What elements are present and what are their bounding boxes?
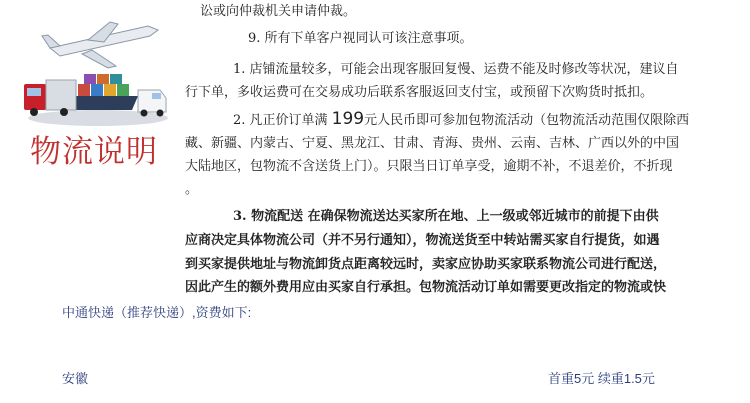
item-3-line-2: 应商决定具体物流公司（并不另行通知），物流送货至中转站需买家自行提货，如遇 — [185, 233, 660, 248]
item-2-text-b: 元人民币即可参加包物流活动（包物流活动范围仅限除西 — [364, 113, 690, 128]
item-3-line-3: 到买家提供地址与物流卸货点距离较远时，卖家应协助买家联系物流公司进行配送， — [185, 257, 667, 272]
item-2-amount: 199 — [331, 109, 365, 129]
item-2-line-2: 藏、新疆、内蒙古、宁夏、黑龙江、甘肃、青海、贵州、云南、吉林、广西以外的中国 — [185, 136, 680, 151]
item-2-line-3: 大陆地区，包物流不含送货上门）。只限当日订单享受，逾期不补，不退差价，不折现 — [185, 159, 673, 174]
item-1-line-1: 1. 店铺流量较多，可能会出现客服回复慢、运费不能及时修改等状况，建议自 — [233, 62, 679, 77]
van-icon — [138, 90, 166, 117]
shipping-heading: 中通快递（推荐快递）,资费如下: — [62, 305, 252, 320]
item-2-text-a: 2. 凡正价订单满 — [233, 113, 332, 128]
cargo-ship-icon — [70, 74, 138, 110]
airplane-icon — [42, 22, 158, 68]
item-3-line-4: 因此产生的额外费用应由买家自行承担。包物流活动订单如需要更改指定的物流或快 — [185, 280, 667, 295]
item-3-line-1: 3. 物流配送 在确保物流送达买家所在地、上一级或邻近城市的前提下由供 — [233, 209, 659, 224]
text-line-top: 讼或向仲裁机关申请仲裁。 — [200, 4, 357, 19]
shipping-region: 安徽 — [62, 371, 89, 386]
red-truck-icon — [24, 80, 76, 116]
logistics-title: 物流说明 — [30, 134, 158, 170]
item-2-line-4: 。 — [185, 182, 199, 197]
shipping-fee: 首重5元 续重1.5元 — [548, 371, 655, 386]
item-1-line-2: 行下单，多收运费可在交易成功后联系客服返回支付宝，或预留下次购货时抵扣。 — [185, 85, 654, 100]
item-2-line-1 — [233, 108, 689, 132]
item-9: 9. 所有下单客户视同认可该注意事项。 — [248, 31, 473, 46]
logistics-illustration — [20, 18, 170, 128]
